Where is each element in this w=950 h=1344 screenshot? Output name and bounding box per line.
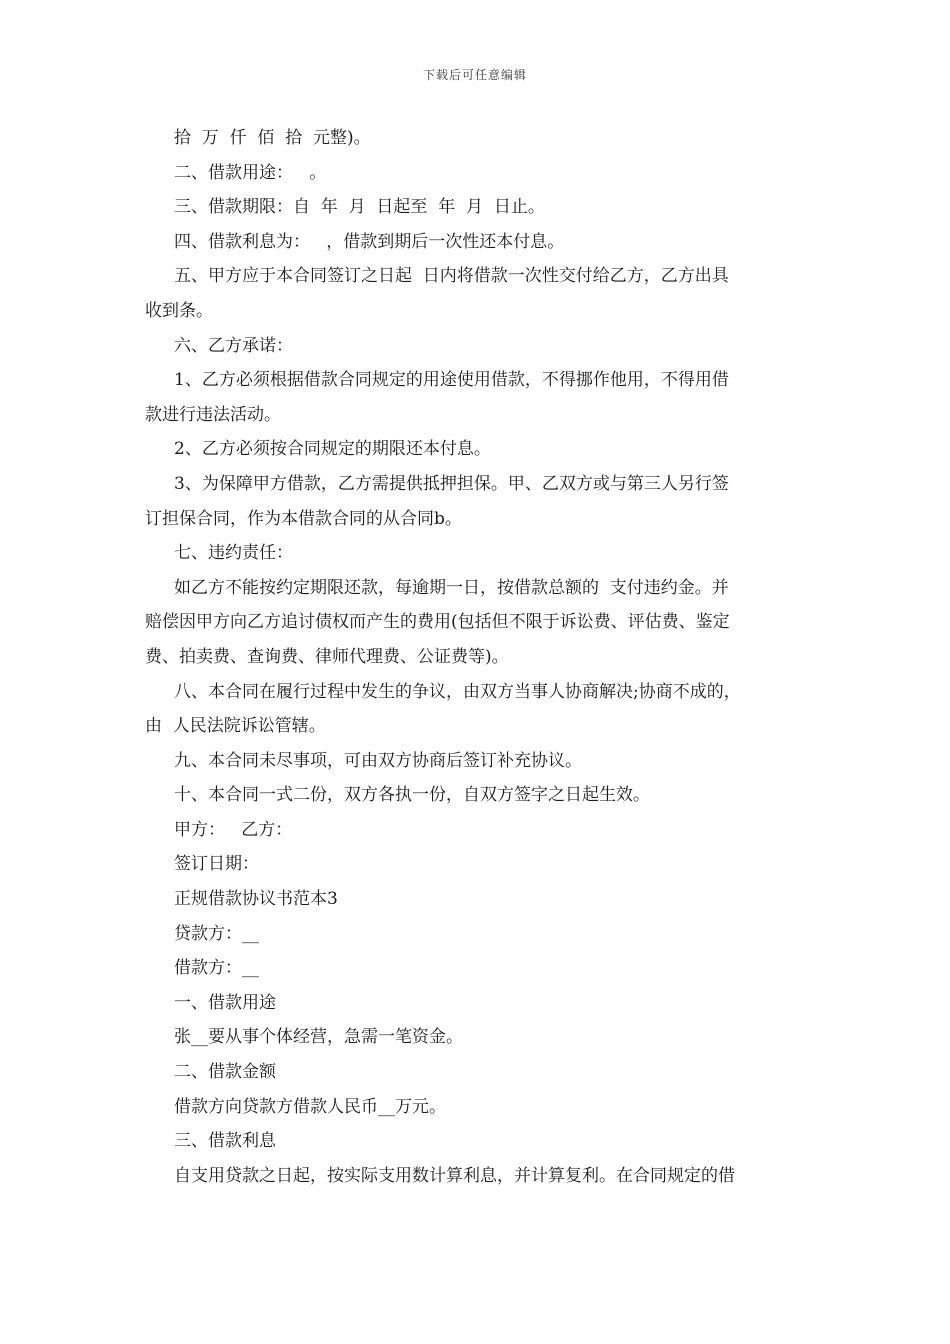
text-line: 贷款方：__: [174, 923, 259, 944]
text-line: 由 人民法院诉讼管辖。: [145, 716, 326, 737]
document-body: [145, 121, 807, 1193]
text-line: 七、违约责任：: [174, 543, 293, 564]
text-line: 甲方： 乙方：: [174, 819, 293, 840]
text-line: 二、借款金额: [174, 1062, 276, 1083]
text-line: 款进行违法活动。: [145, 404, 281, 425]
text-line: 1、乙方必须根据借款合同规定的用途使用借款，不得挪作他用，不得用借: [174, 370, 729, 391]
text-line: 三、借款利息: [174, 1131, 276, 1152]
text-line: 费、拍卖费、查询费、律师代理费、公证费等)。: [145, 646, 509, 667]
text-line: 十、本合同一式二份，双方各执一份，自双方签字之日起生效。: [174, 785, 650, 806]
text-line: 一、借款用途: [174, 992, 276, 1013]
text-line: 四、借款利息为： ，借款到期后一次性还本付息。: [174, 231, 565, 252]
text-line: 赔偿因甲方向乙方追讨债权而产生的费用(包括但不限于诉讼费、评估费、鉴定: [145, 612, 730, 633]
text-line: 签订日期：: [174, 854, 259, 875]
text-line: 五、甲方应于本合同签订之日起 日内将借款一次性交付给乙方，乙方出具: [174, 266, 729, 287]
text-line: 二、借款用途： 。: [174, 162, 327, 183]
text-line: 如乙方不能按约定期限还款，每逾期一日，按借款总额的 支付违约金。并: [174, 577, 729, 598]
text-line: 2、乙方必须按合同规定的期限还本付息。: [174, 439, 491, 460]
text-line: 拾 万 仟 佰 拾 元整)。: [174, 128, 371, 148]
text-line: 张__要从事个体经营，急需一笔资金。: [174, 1027, 463, 1048]
text-line: 收到条。: [145, 300, 213, 321]
text-line: 正规借款协议书范本3: [174, 889, 338, 910]
text-line: 借款方向贷款方借款人民币__万元。: [174, 1096, 446, 1117]
text-line: 八、本合同在履行过程中发生的争议，由双方当事人协商解决;协商不成的，: [174, 681, 741, 702]
text-line: 借款方：__: [174, 958, 259, 979]
text-line: 订担保合同，作为本借款合同的从合同b。: [145, 508, 462, 529]
text-line: 三、借款期限：自 年 月 日起至 年 月 日止。: [174, 197, 545, 218]
text-line: 3、为保障甲方借款，乙方需提供抵押担保。甲、乙双方或与第三人另行签: [174, 473, 729, 494]
text-line: 九、本合同未尽事项，可由双方协商后签订补充协议。: [174, 750, 582, 771]
text-line: 自支用贷款之日起，按实际支用数计算利息，并计算复利。在合同规定的借: [174, 1165, 735, 1186]
page-header: 下载后可任意编辑: [422, 68, 527, 82]
text-line: 六、乙方承诺：: [174, 335, 293, 356]
